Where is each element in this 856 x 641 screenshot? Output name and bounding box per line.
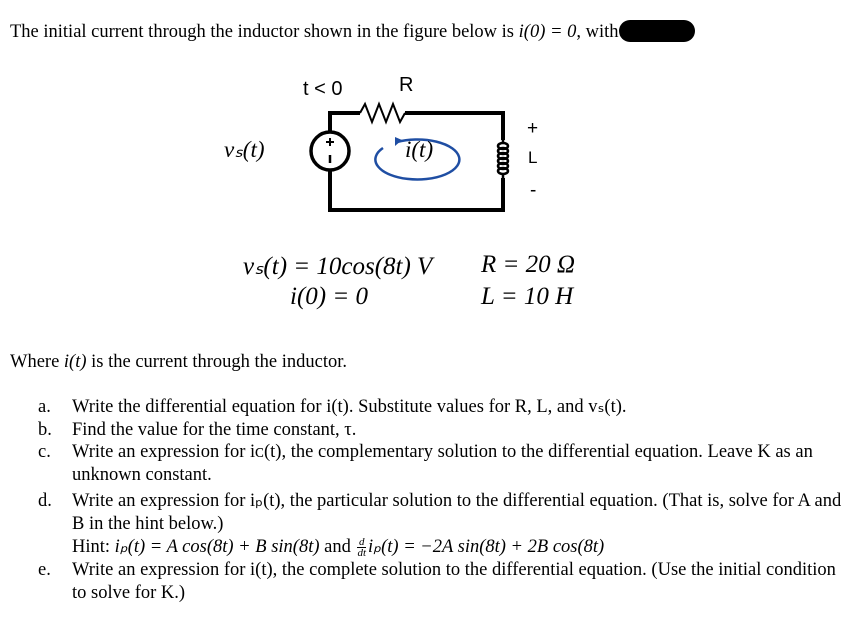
part-item [28, 396, 848, 419]
hint-derivative [357, 537, 366, 558]
inductor-label: L [528, 148, 538, 167]
hint-line [72, 535, 842, 559]
frac-num: d [359, 536, 365, 549]
minus-sign: - [530, 180, 537, 201]
inductor-coil-icon [498, 140, 508, 178]
hint-prefix: Hint: [72, 537, 115, 557]
hint-expr2: iₚ(t) = −2A sin(8t) + 2B cos(8t) [368, 537, 605, 557]
resistor-zigzag [360, 104, 405, 122]
wire-bottom [330, 178, 503, 210]
current-label: i(t) [405, 137, 434, 162]
part-marker: d. [38, 491, 52, 511]
part-marker: a. [38, 397, 51, 417]
equation-R: R = 20 Ω [481, 251, 575, 278]
part-text: Write an expression for iₚ(t), the particular solution to the differential equation. (That is, solve for A and B in the hint below.) [72, 491, 842, 534]
where-text [10, 352, 347, 373]
part-marker: c. [38, 442, 51, 462]
where-prefix: Where [10, 352, 64, 372]
hint-and: and [319, 537, 356, 557]
where-math: i(t) [63, 352, 87, 372]
question-parts-list [28, 396, 848, 604]
where-suffix: is the current through the inductor. [86, 352, 348, 372]
hint-expr1: iₚ(t) = A cos(8t) + B sin(8t) [114, 537, 320, 557]
plus-sign: + [527, 118, 539, 139]
wire-top-right [405, 113, 503, 140]
source-label: vₛ(t) [224, 137, 265, 162]
voltage-source-icon [311, 132, 349, 170]
part-item [28, 490, 842, 559]
frac-den: dt [357, 547, 367, 560]
part-text: Find the value for the time constant, τ. [72, 419, 357, 440]
equation-L: L = 10 H [481, 283, 574, 310]
equation-vs: vₛ(t) = 10cos(8t) V [243, 253, 433, 280]
part-item [28, 419, 848, 442]
resistor-label: R [399, 74, 414, 96]
part-marker: b. [38, 419, 52, 440]
part-item [28, 441, 842, 486]
part-item [28, 559, 842, 604]
equation-i0: i(0) = 0 [290, 283, 368, 310]
intro-math: i(0) = 0 [518, 22, 577, 42]
intro-text-main: The initial current through the inductor shown in the figure below is [10, 22, 519, 42]
part-text: Write an expression for iᴄ(t), the complementary solution to the differential equation. Leave K as an unknown constant. [72, 442, 813, 485]
wire-top-left [330, 113, 360, 131]
part-text: Write the differential equation for i(t). Substitute values for R, L, and vₛ(t). [72, 397, 627, 417]
intro-tail: , with [576, 22, 619, 42]
part-marker: e. [38, 560, 51, 580]
part-text: Write an expression for i(t), the complete solution to the differential equation. (Use the initial condition to solve for K.) [72, 560, 836, 603]
time-label: t < 0 [303, 78, 343, 100]
